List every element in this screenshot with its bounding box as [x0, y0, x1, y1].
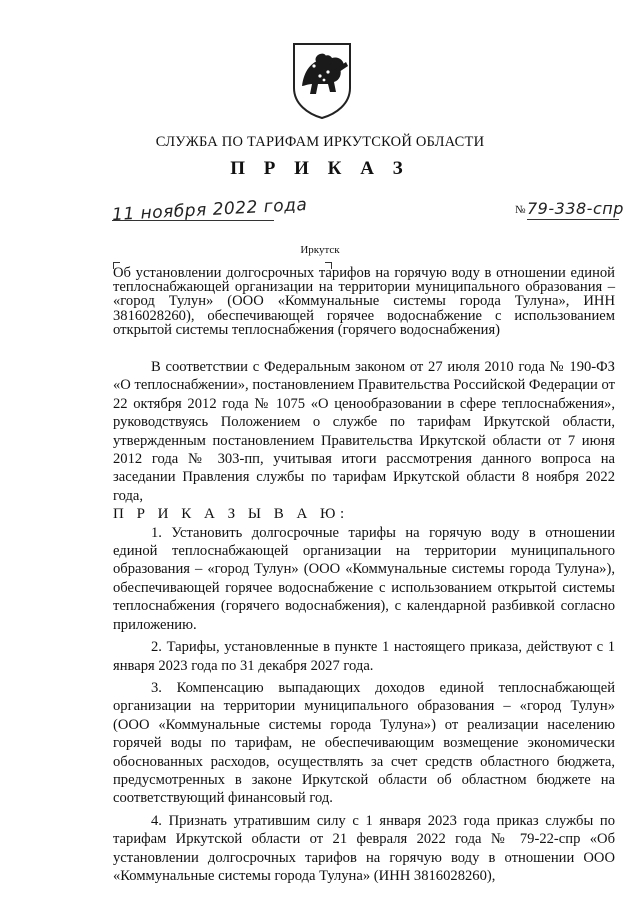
document-type-title: П Р И К А З	[230, 158, 410, 179]
order-item-1: 1. Установить долгосрочные тарифы на горячую воду в отношении единой теплоснабжающей организации на территории муниципального образования – «город Тулун» (ООО «Коммунальные системы города Тулуна»), обеспечивающей горячее водоснабжение с использованием открытой системы теплоснабжения (горячего водоснабжения), с календарной разбивкой согласно приложению.	[113, 524, 615, 633]
number-label: №	[515, 204, 526, 216]
handwritten-date: 11 ноября 2022 года	[111, 194, 308, 226]
irkutsk-coat-of-arms-icon	[290, 40, 354, 120]
order-word: П Р И К А З Ы В А Ю:	[113, 506, 349, 523]
number-underline	[527, 219, 619, 220]
order-body	[113, 358, 615, 885]
preamble-paragraph: В соответствии с Федеральным законом от 27 июля 2010 года № 190-ФЗ «О теплоснабжении», постановлением Правительства Российской Федерации от 22 октября 2012 года № 1075 «О ценообразовании в сфере теплоснабжения», руководствуясь Положением о службе по тарифам Иркутской области, утвержденным постановлением Правительства Иркутской области от 7 июня 2012 года № 303-пп, учитывая итоги рассмотрения данного вопроса на заседании Правления службы по тарифам Иркутской области 8 ноября 2022 года,	[113, 359, 615, 504]
order-item-3: 3. Компенсацию выпадающих доходов единой теплоснабжающей организации на территории муниципального образования – «город Тулун» (ООО «Коммунальные системы города Тулуна») от реализации населению горячей воды по тарифам, не обеспечивающим возмещение экономически обоснованных расходов, осуществлять за счет средств областного бюджета, предусмотренных в законе Иркутской области об областном бюджете на соответствующий финансовый год.	[113, 679, 615, 807]
date-underline	[112, 220, 274, 221]
city-name: Иркутск	[300, 244, 340, 256]
order-item-2: 2. Тарифы, установленные в пункте 1 настоящего приказа, действуют с 1 января 2023 года по 31 декабря 2027 года.	[113, 639, 615, 674]
handwritten-number: 79-338-спр	[527, 199, 624, 218]
agency-name: СЛУЖБА ПО ТАРИФАМ ИРКУТСКОЙ ОБЛАСТИ	[155, 134, 485, 150]
order-subject: Об установлении долгосрочных тарифов на горячую воду в отношении единой теплоснабжающей организации на территории муниципального образования – «город Тулун» (ООО «Коммунальные системы города Тулуна», ИНН 3816028260), обеспечивающей горячее водоснабжение с использованием открытой системы теплоснабжения (горячего водоснабжения)	[113, 265, 615, 338]
order-item-4: 4. Признать утратившим силу с 1 января 2023 года приказ службы по тарифам Иркутской области от 21 февраля 2022 года № 79-22-спр «Об установлении долгосрочных тарифов на горячую воду в отношении ООО «Коммунальные системы города Тулуна» (ИНН 3816028260),	[113, 812, 615, 884]
